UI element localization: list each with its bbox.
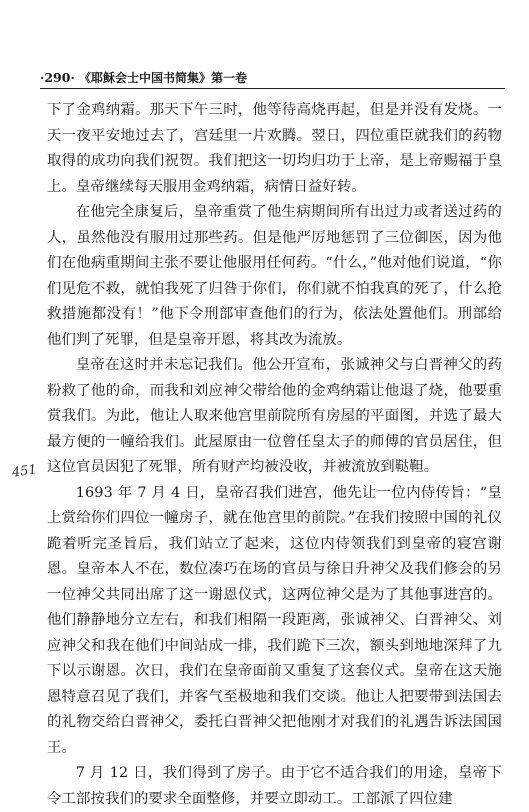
paragraph: 皇帝在这时并未忘记我们。他公开宣布，张诚神父与白晋神父的药粉救了他的命，而我和刘应神父带给他的金鸡纳霜让他退了烧，他要重赏我们。为此，他让人取来他宫里前院所有房屋的平面图，并选了最大最方便的一幢给我们。此屋原由一位曾任皇太子的师傅的官员居住，但这位官员因犯了死罪，所有财产均被没收，并被流放到鞑靼。 bbox=[47, 357, 502, 475]
paragraph: 1693 年 7 月 4 日，皇帝召我们进宫，他先让一位内侍传旨：“皇上赏给你们四位一幢房子，就在他宫里的前院。”在我们按照中国的礼仪跪着听完圣旨后，我们站立了起来，这位内侍领我们到皇帝的寝宫谢恩。皇帝本人不在，数位凑巧在场的官员与徐日升神父及我们修会的另一位神父共同出席了这一谢恩仪式，这两位神父是为了其他事进宫的。他们静静地分立左右，和我们相隔一段距离，张诚神父、白晋神父、刘应神父和我在他们中间站成一排，我们跪下三次，额头到地地深拜了九下以示谢恩。次日，我们在皇帝面前又重复了这套仪式。皇帝在这天施恩特意召见了我们，并客气至极地和我们交谈。他让人把要带到法国去的礼物交给白晋神父，委托白晋神父把他刚才对我们的礼遇告诉法国国王。 bbox=[47, 484, 502, 756]
paragraph: 下了金鸡纳霜。那天下午三时，他等待高烧再起，但是并没有发烧。一天一夜平安地过去了，宫廷里一片欢腾。翌日，四位重臣就我们的药物取得的成功向我们祝贺。我们把这一切均归功于上帝，是上帝赐福于皇上。皇帝继续每天服用金鸡纳霜，病情日益好转。 bbox=[47, 102, 502, 195]
page-number: ·290· bbox=[40, 70, 75, 85]
running-header bbox=[40, 71, 505, 85]
margin-page-note: 451 bbox=[11, 462, 38, 481]
running-title: 《耶稣会士中国书简集》第一卷 bbox=[78, 71, 247, 85]
body-text bbox=[47, 98, 502, 812]
header-rule bbox=[40, 88, 505, 89]
paragraph: 7 月 12 日，我们得到了房子。由于它不适合我们的用途，皇帝下令工部按我们的要求全面整修，并要立即动工。工部派了四位建 bbox=[47, 765, 502, 807]
paragraph: 在他完全康复后，皇帝重赏了他生病期间所有出过力或者送过药的人，虽然他没有服用过那些药。但是他严厉地惩罚了三位御医，因为他们在他病重期间主张不要让他服用任何药。“什么，”他对他们说道，“你们见危不救，就怕我死了归咎于你们，你们就不怕我真的死了，什么抢救措施都没有！”他下令刑部审查他们的行为，依法处置他们。刑部给他们判了死罪，但是皇帝开恩，将其改为流放。 bbox=[47, 204, 502, 348]
